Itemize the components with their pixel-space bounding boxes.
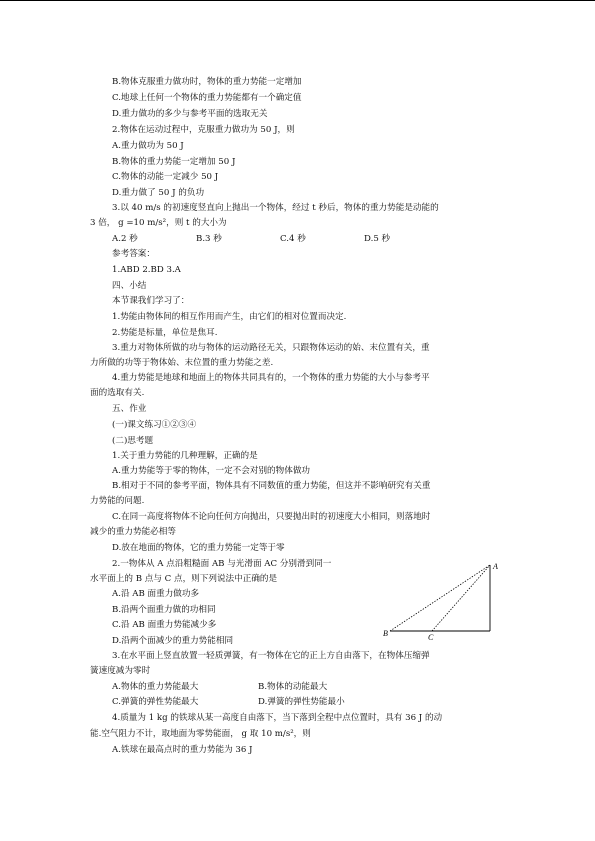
option-a: A.2 秒 bbox=[112, 234, 138, 244]
text-line: 3.在水平面上竖直放置一轻质弹簧，有一物体在它的正上方自由落下，在物体压缩弹 bbox=[112, 651, 430, 661]
text-line: A.重力势能等于零的物体，一定不会对别的物体做功 bbox=[112, 466, 311, 476]
text-line: 2.一物体从 A 点沿粗糙面 AB 与光滑面 AC 分别滑到同一 bbox=[112, 559, 332, 569]
text-line: 力势能的问题. bbox=[90, 496, 145, 506]
option-a: A.物体的重力势能最大 bbox=[112, 682, 199, 692]
text-line: 3 倍， g =10 m/s²，则 t 的大小为 bbox=[90, 218, 227, 228]
text-line: 2.势能是标量，单位是焦耳. bbox=[112, 328, 218, 338]
spring-options-row-1 bbox=[112, 682, 327, 693]
label-a: A bbox=[493, 562, 498, 571]
text-line: D.放在地面的物体，它的重力势能一定等于零 bbox=[112, 543, 285, 553]
text-line: 1.势能由物体间的相互作用而产生，由它们的相对位置而决定. bbox=[112, 312, 347, 322]
option-c: C.4 秒 bbox=[280, 234, 306, 244]
text-line: 4.重力势能是地球和地面上的物体共同具有的，一个物体的重力势能的大小与参考平 bbox=[112, 373, 430, 383]
text-line: A.铁球在最高点时的重力势能为 36 J bbox=[112, 745, 253, 755]
text-line: 簧速度减为零时 bbox=[90, 666, 151, 676]
text-line: 面的选取有关. bbox=[90, 388, 145, 398]
text-line: 1.ABD 2.BD 3.A bbox=[112, 265, 181, 275]
incline-ab bbox=[390, 565, 490, 631]
text-line: C.地球上任何一个物体的重力势能都有一个确定值 bbox=[112, 93, 302, 103]
option-b: B.3 秒 bbox=[196, 234, 222, 244]
option-d: D.5 秒 bbox=[364, 234, 391, 244]
text-line: D.重力做了 50 J 的负功 bbox=[112, 188, 205, 198]
text-line: B.物体的重力势能一定增加 50 J bbox=[112, 157, 236, 167]
text-line: 4.质量为 1 kg 的铁球从某一高度自由落下，当下落到全程中点位置时，具有 36 J 的动 bbox=[112, 713, 443, 723]
q3-options bbox=[112, 234, 390, 245]
text-line: 3.以 40 m/s 的初速度竖直向上抛出一个物体，经过 t 秒后，物体的重力势能是动能的 bbox=[112, 203, 439, 213]
text-line: A.沿 AB 面重力做功多 bbox=[112, 589, 200, 599]
text-line: A.重力做功为 50 J bbox=[112, 141, 184, 151]
text-line: 1.关于重力势能的几种理解，正确的是 bbox=[112, 451, 258, 461]
incline-figure bbox=[380, 560, 510, 642]
text-line: D.重力做功的多少与参考平面的选取无关 bbox=[112, 109, 268, 119]
text-line: 参考答案： bbox=[112, 249, 155, 259]
text-line: 能.空气阻力不计，取地面为零势能面， g 取 10 m/s²，则 bbox=[90, 729, 311, 739]
text-line: (二)思考题 bbox=[112, 436, 154, 446]
text-line: 减少的重力势能必相等 bbox=[90, 527, 176, 537]
option-b: B.物体的动能最大 bbox=[258, 682, 328, 692]
section-heading: 四、小结 bbox=[112, 281, 147, 291]
text-line: C.物体的动能一定减少 50 J bbox=[112, 172, 219, 182]
text-line: 3.重力对物体所做的功与物体的运动路径无关，只跟物体运动的始、末位置有关，重 bbox=[112, 343, 430, 353]
text-line: 力所做的功等于物体始、末位置的重力势能之差. bbox=[90, 358, 274, 368]
text-line: 2.物体在运动过程中，克服重力做功为 50 J，则 bbox=[112, 125, 295, 135]
text-line: 本节课我们学习了： bbox=[112, 296, 190, 306]
section-heading: 五、作业 bbox=[112, 404, 147, 414]
text-line: C.沿 AB 面重力势能减少多 bbox=[112, 620, 217, 630]
option-d: D.弹簧的弹性势能最小 bbox=[258, 697, 345, 707]
text-line: B.沿两个面重力做的功相同 bbox=[112, 605, 216, 615]
spring-options-row-2 bbox=[112, 697, 345, 708]
text-line: C.在同一高度将物体不论向任何方向抛出，只要抛出时的初速度大小相同，则落地时 bbox=[112, 512, 431, 522]
text-line: B.相对于不同的参考平面，物体具有不同数值的重力势能，但这并不影响研究有关重 bbox=[112, 481, 431, 491]
text-line: D.沿两个面减少的重力势能相同 bbox=[112, 636, 234, 646]
text-line: (一)课文练习①②③④ bbox=[112, 420, 197, 430]
incline-ac bbox=[432, 565, 490, 631]
label-b: B bbox=[383, 629, 388, 638]
text-line: B.物体克服重力做功时，物体的重力势能一定增加 bbox=[112, 77, 302, 87]
option-c: C.弹簧的弹性势能最大 bbox=[112, 697, 199, 707]
label-c: C bbox=[428, 633, 434, 642]
text-line: 水平面上的 B 点与 C 点，则下列说法中正确的是 bbox=[90, 574, 278, 584]
